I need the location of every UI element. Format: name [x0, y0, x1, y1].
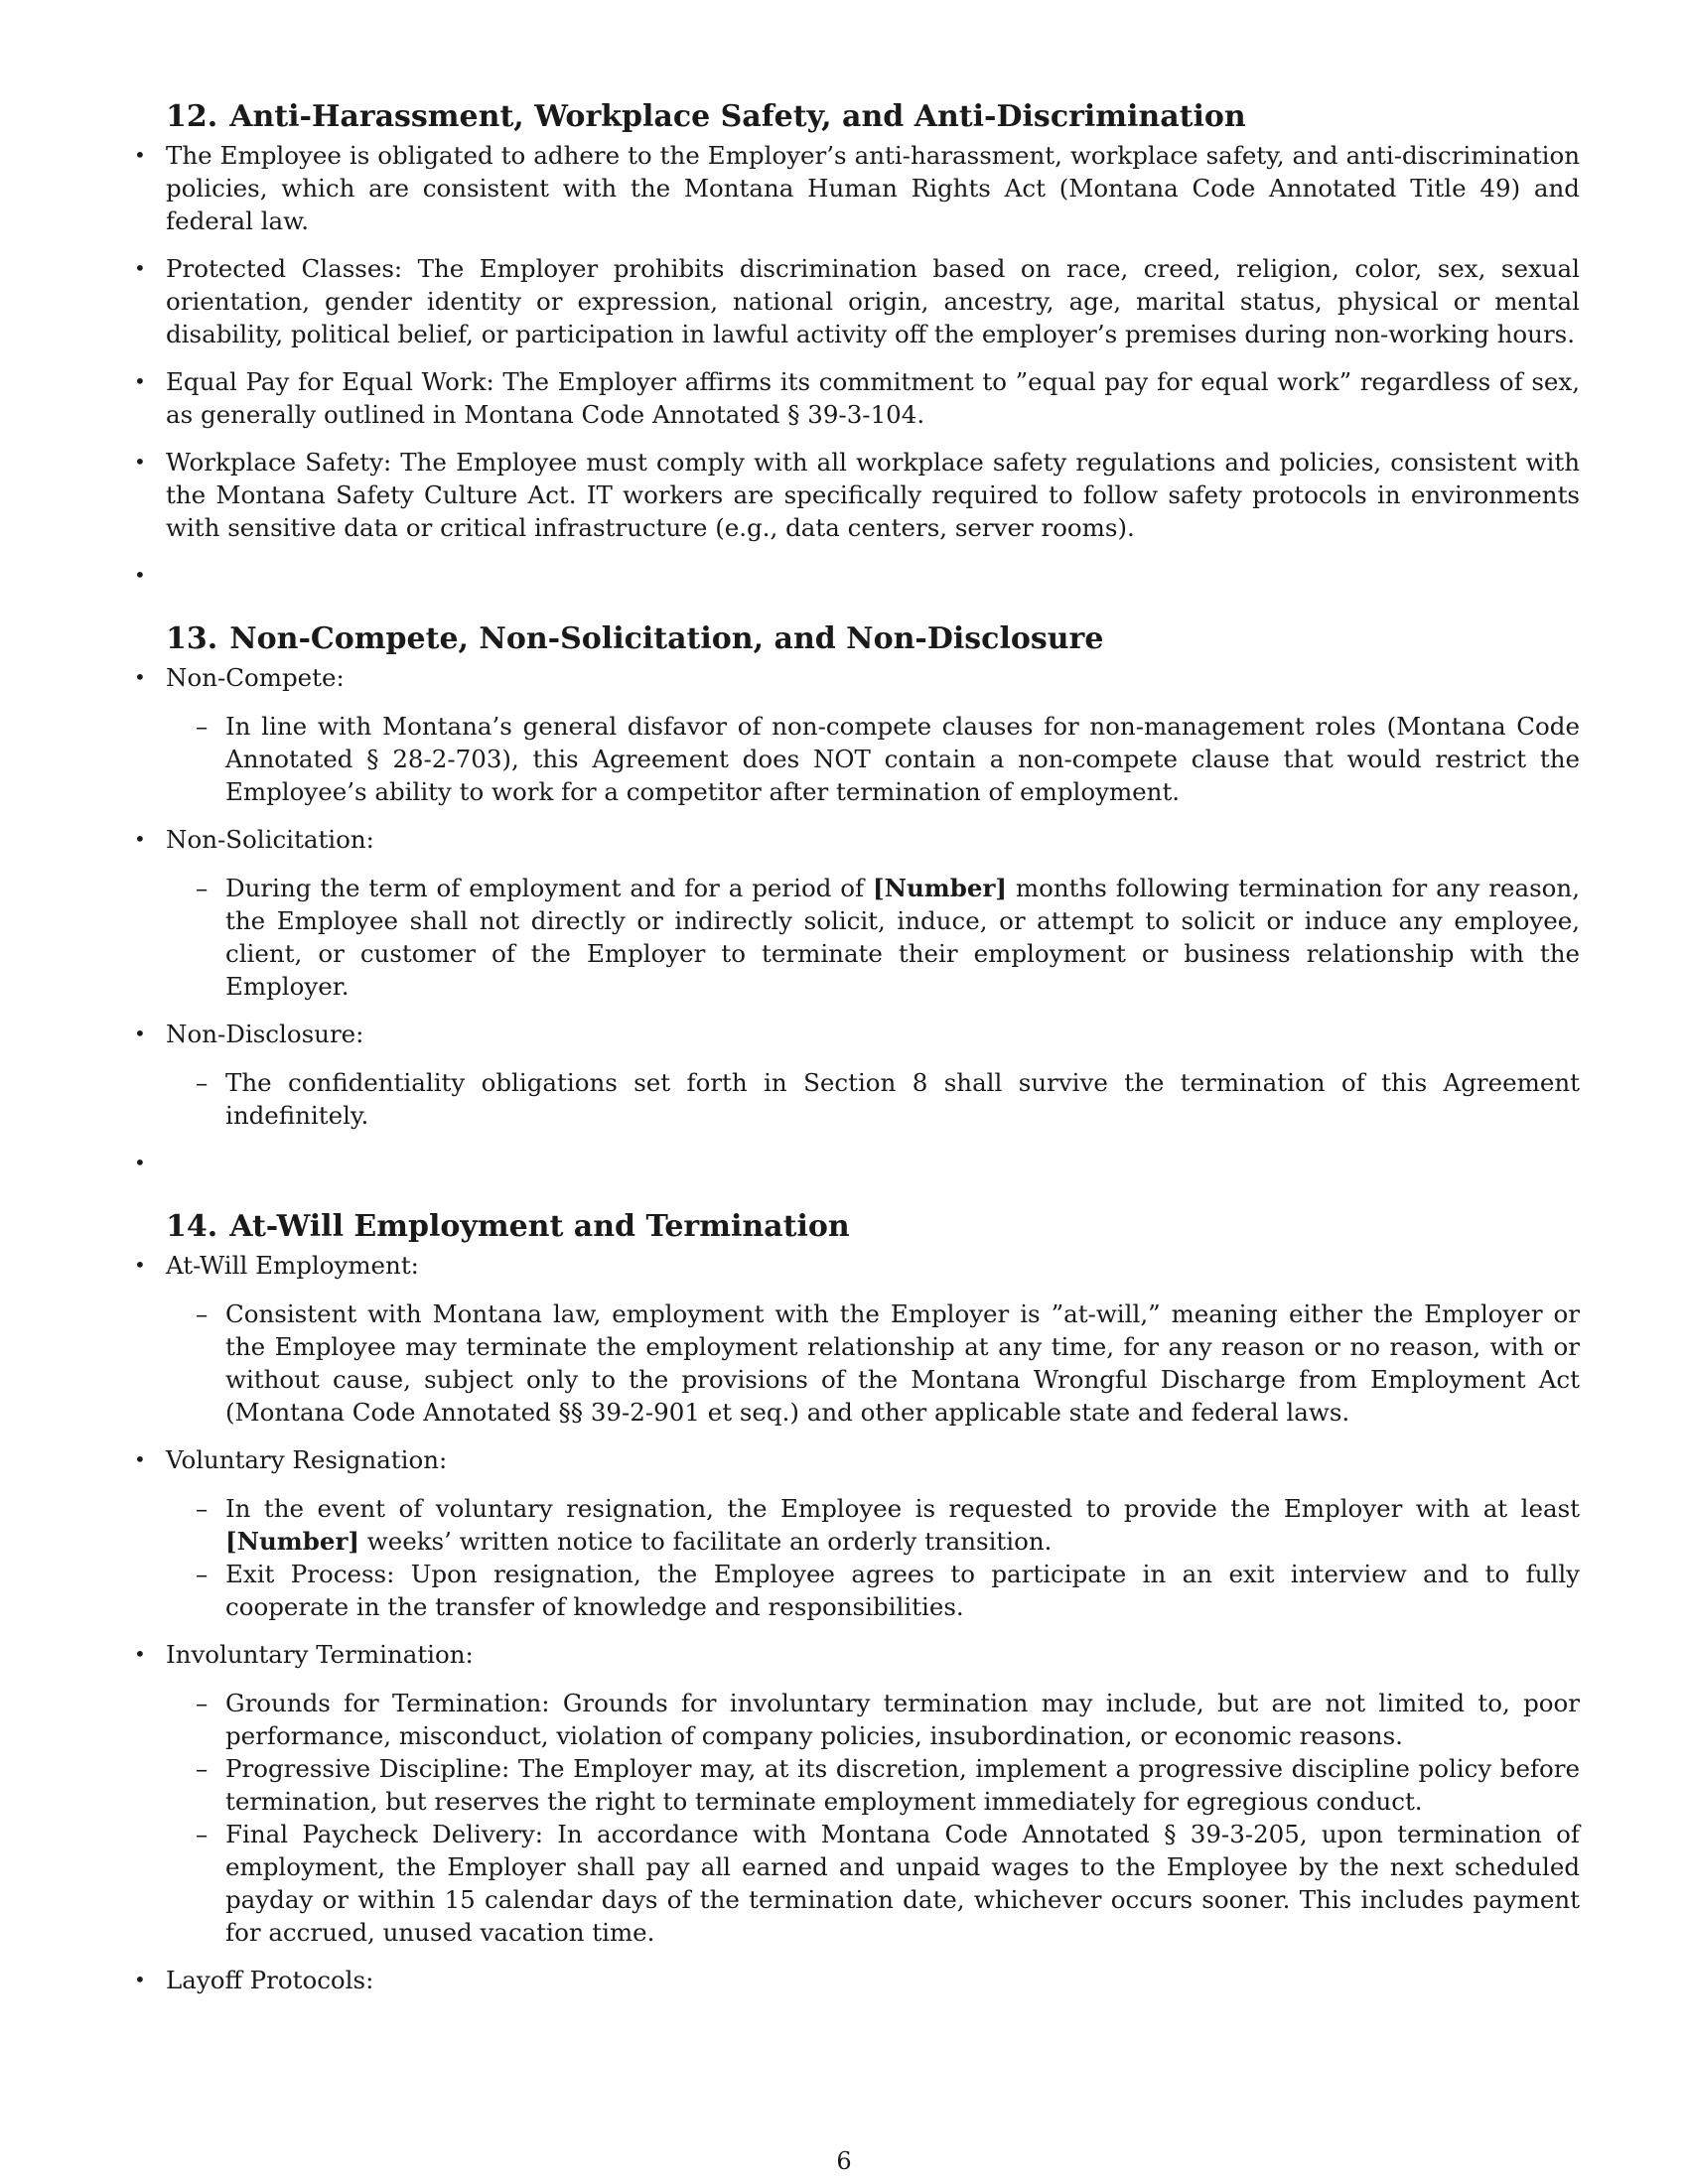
item-label: Voluntary Resignation: — [166, 1445, 448, 1474]
sub-list — [166, 872, 1580, 1003]
text-run: During the term of employment and for a period of — [225, 874, 873, 902]
empty-list-item — [166, 559, 1580, 592]
bullet-list — [166, 1249, 1580, 1996]
page-content — [166, 95, 1580, 1996]
sub-list — [166, 1687, 1580, 1949]
list-item — [166, 1964, 1580, 1996]
item-label: Non-Compete: — [166, 663, 345, 692]
section-heading — [166, 95, 1580, 139]
item-label: At-Will Employment: — [166, 1251, 419, 1280]
sub-list-item: – Progressive Discipline: The Employer may, at its discretion, implement a progressive discipline policy before termination, but reserves the right to terminate employment immediately for egregious conduct. — [225, 1752, 1580, 1818]
list-item: • The Employee is obligated to adhere to the Employer’s anti-harassment, workplace safety, and anti-discrimination policies, which are consistent with the Montana Human Rights Act (Montana Code Annotated Title 49) and federal law. — [166, 139, 1580, 237]
bullet-list — [166, 661, 1580, 1179]
sub-list-item: – In line with Montana’s general disfavor of non-compete clauses for non-management roles (Montana Code Annotated § 28-2-703), this Agreement does NOT contain a non-compete clause that would restrict the Employee’s ability to work for a competitor after termination of employment. — [225, 710, 1580, 808]
section-heading — [166, 1205, 1580, 1249]
sub-list-item: – Final Paycheck Delivery: In accordance with Montana Code Annotated § 39-3-205, upon termination of employment, the Employer shall pay all earned and unpaid wages to the Employee by the next scheduled payday or within 15 calendar days of the termination date, whichever occurs sooner. This includes payment for accrued, unused vacation time. — [225, 1818, 1580, 1949]
sub-list — [166, 1066, 1580, 1132]
list-item — [166, 823, 1580, 1003]
list-item: • Workplace Safety: The Employee must comply with all workplace safety regulations and policies, consistent with the Montana Safety Culture Act. IT workers are specifically required to follow safety protocols in environments with sensitive data or critical infrastructure (e.g., data centers, server rooms). — [166, 446, 1580, 544]
item-label: Non-Disclosure: — [166, 1020, 364, 1048]
sub-list-item: – The confidentiality obligations set forth in Section 8 shall survive the termination of this Agreement indefinitely. — [225, 1066, 1580, 1132]
text-run: In the event of voluntary resignation, the Employee is requested to provide the Employer with at least — [225, 1494, 1580, 1523]
section-number: 14. — [166, 1209, 218, 1244]
section-title: At-Will Employment and Termination — [229, 1209, 850, 1244]
list-item — [166, 661, 1580, 808]
section-number: 12. — [166, 99, 218, 134]
bullet-list — [166, 139, 1580, 592]
section-title: Non-Compete, Non-Solicitation, and Non-Disclosure — [229, 621, 1104, 656]
sub-list — [166, 710, 1580, 808]
sub-list-item — [225, 1492, 1580, 1558]
sub-list-item — [225, 872, 1580, 1003]
page-number: 6 — [836, 2147, 852, 2175]
sub-list-item: – Exit Process: Upon resignation, the Employee agrees to participate in an exit interview and to fully cooperate in the transfer of knowledge and responsibilities. — [225, 1558, 1580, 1623]
text-run: months following termination for any reason, the Employee shall not directly or indirectly solicit, induce, or attempt to solicit or induce any employee, client, or customer of the Employer to terminate their employment or business relationship with the Employer. — [225, 874, 1580, 1001]
list-item: • Equal Pay for Equal Work: The Employer affirms its commitment to ”equal pay for equal work” regardless of sex, as generally outlined in Montana Code Annotated § 39-3-104. — [166, 365, 1580, 431]
list-item: • Protected Classes: The Employer prohibits discrimination based on race, creed, religion, color, sex, sexual orientation, gender identity or expression, national origin, ancestry, age, marital status, physical or mental disability, political belief, or participation in lawful activity off the employer’s premises during non-working hours. — [166, 252, 1580, 350]
list-item — [166, 1638, 1580, 1949]
text-run: weeks’ written notice to facilitate an orderly transition. — [358, 1527, 1053, 1556]
section-title: Anti-Harassment, Workplace Safety, and Anti-Discrimination — [229, 99, 1246, 134]
section-number: 13. — [166, 621, 218, 656]
list-item — [166, 1018, 1580, 1132]
item-label: Involuntary Termination: — [166, 1640, 474, 1669]
placeholder-number: [Number] — [873, 874, 1007, 902]
list-item — [166, 1249, 1580, 1429]
sub-list — [166, 1492, 1580, 1623]
empty-list-item — [166, 1147, 1580, 1179]
placeholder-number: [Number] — [225, 1527, 359, 1556]
sub-list-item: – Consistent with Montana law, employment with the Employer is ”at-will,” meaning either the Employer or the Employee may terminate the employment relationship at any time, for any reason or no reason, with or without cause, subject only to the provisions of the Montana Wrongful Discharge from Employment Act (Montana Code Annotated §§ 39-2-901 et seq.) and other applicable state and federal laws. — [225, 1297, 1580, 1429]
item-label: Non-Solicitation: — [166, 825, 374, 854]
section-heading — [166, 617, 1580, 661]
sub-list — [166, 1297, 1580, 1429]
item-label: Layoff Protocols: — [166, 1966, 374, 1994]
list-item — [166, 1443, 1580, 1623]
sub-list-item: – Grounds for Termination: Grounds for involuntary termination may include, but are not limited to, poor performance, misconduct, violation of company policies, insubordination, or economic reasons. — [225, 1687, 1580, 1752]
